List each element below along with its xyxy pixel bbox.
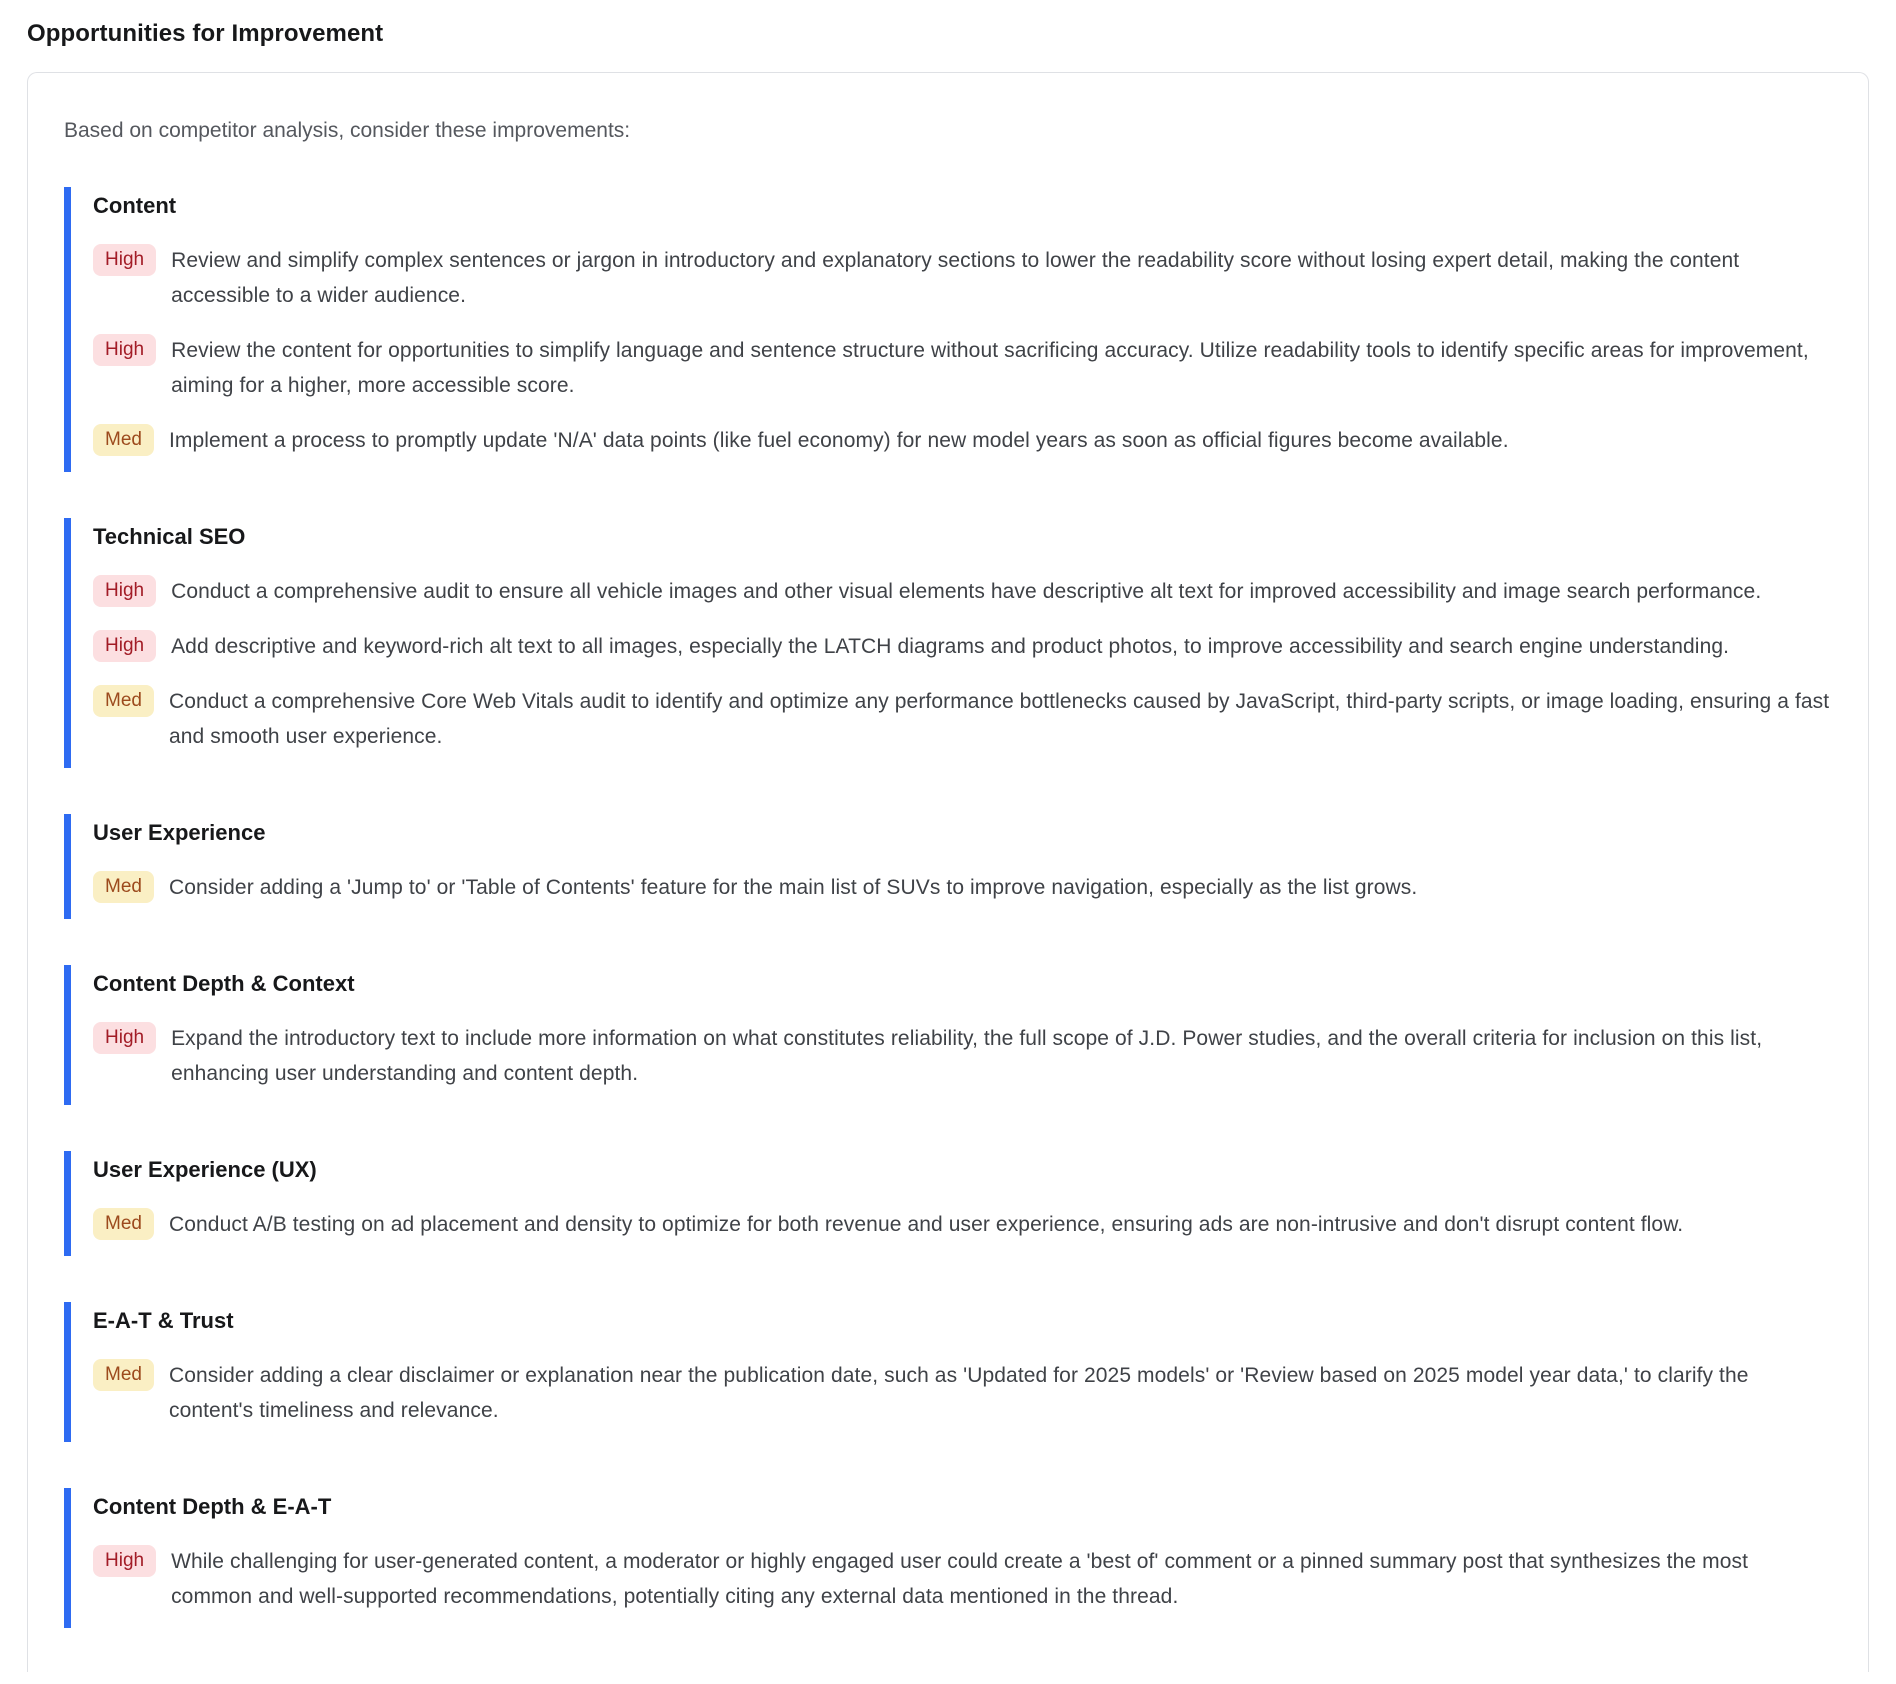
section-title: Content Depth & E-A-T <box>93 1494 332 1519</box>
item-text: Add descriptive and keyword-rich alt text to all images, especially the LATCH diagrams and product photos, to improve accessibility and search engine understanding. <box>171 635 1730 658</box>
improvement-item <box>93 870 1832 905</box>
section-items <box>93 243 1832 458</box>
improvement-section <box>64 1302 1832 1442</box>
improvement-section <box>64 965 1832 1105</box>
section-title: Content Depth & Context <box>93 971 355 996</box>
improvement-item <box>93 1207 1832 1242</box>
section-items <box>93 1021 1832 1091</box>
improvement-item <box>93 1544 1832 1614</box>
improvement-item <box>93 629 1832 664</box>
priority-badge: Med <box>93 685 154 717</box>
improvement-item <box>93 243 1832 313</box>
priority-badge: High <box>93 334 156 366</box>
sections-list <box>64 187 1832 1628</box>
section-title: E-A-T & Trust <box>93 1308 234 1333</box>
priority-badge: High <box>93 630 156 662</box>
improvements-card <box>27 72 1869 1672</box>
section-title: User Experience (UX) <box>93 1157 317 1182</box>
improvement-item <box>93 333 1832 403</box>
item-text: Review the content for opportunities to simplify language and sentence structure without sacrificing accuracy. Utilize readability tools to identify specific areas for improvement, aiming for a higher, more accessible score. <box>171 339 1809 397</box>
item-text: Consider adding a clear disclaimer or explanation near the publication date, such as 'Updated for 2025 models' or 'Review based on 2025 model year data,' to clarify the content's timeliness and relevance. <box>168 1364 1749 1422</box>
item-text: Expand the introductory text to include more information on what constitutes reliability, the full scope of J.D. Power studies, and the overall criteria for inclusion on this list, enhancing user understanding and content depth. <box>171 1027 1763 1085</box>
improvement-section <box>64 518 1832 768</box>
item-text: While challenging for user-generated content, a moderator or highly engaged user could create a 'best of' comment or a pinned summary post that synthesizes the most common and well-supported recommendations, potentially citing any external data mentioned in the thread. <box>171 1550 1749 1608</box>
section-items <box>93 1358 1832 1428</box>
improvement-section <box>64 1488 1832 1628</box>
item-text: Conduct a comprehensive audit to ensure all vehicle images and other visual elements have descriptive alt text for improved accessibility and image search performance. <box>171 580 1762 603</box>
item-text: Consider adding a 'Jump to' or 'Table of Contents' feature for the main list of SUVs to improve navigation, especially as the list grows. <box>168 876 1418 899</box>
improvement-section <box>64 814 1832 919</box>
improvement-section <box>64 187 1832 472</box>
improvement-item <box>93 423 1832 458</box>
priority-badge: Med <box>93 871 154 903</box>
page-title: Opportunities for Improvement <box>27 20 384 47</box>
priority-badge: Med <box>93 424 154 456</box>
intro-text: Based on competitor analysis, consider these improvements: <box>64 119 631 142</box>
improvement-item <box>93 684 1832 754</box>
priority-badge: High <box>93 244 156 276</box>
priority-badge: Med <box>93 1359 154 1391</box>
item-text: Review and simplify complex sentences or jargon in introductory and explanatory sections to lower the readability score without losing expert detail, making the content accessible to a wider audience. <box>171 249 1740 307</box>
item-text: Implement a process to promptly update 'N/A' data points (like fuel economy) for new model years as soon as official figures become available. <box>168 429 1509 452</box>
improvement-item <box>93 1358 1832 1428</box>
improvement-item <box>93 1021 1832 1091</box>
priority-badge: Med <box>93 1208 154 1240</box>
section-items <box>93 1544 1832 1614</box>
section-items <box>93 574 1832 754</box>
section-title: Content <box>93 193 177 218</box>
improvement-item <box>93 574 1832 609</box>
priority-badge: High <box>93 1545 156 1577</box>
priority-badge: High <box>93 575 156 607</box>
section-items <box>93 870 1832 905</box>
section-items <box>93 1207 1832 1242</box>
item-text: Conduct a comprehensive Core Web Vitals audit to identify and optimize any performance bottlenecks caused by JavaScript, third-party scripts, or image loading, ensuring a fast and smooth user experience. <box>168 690 1830 748</box>
section-title: Technical SEO <box>93 524 246 549</box>
improvement-section <box>64 1151 1832 1256</box>
priority-badge: High <box>93 1022 156 1054</box>
item-text: Conduct A/B testing on ad placement and density to optimize for both revenue and user experience, ensuring ads are non-intrusive and don't disrupt content flow. <box>168 1213 1684 1236</box>
section-title: User Experience <box>93 820 266 845</box>
